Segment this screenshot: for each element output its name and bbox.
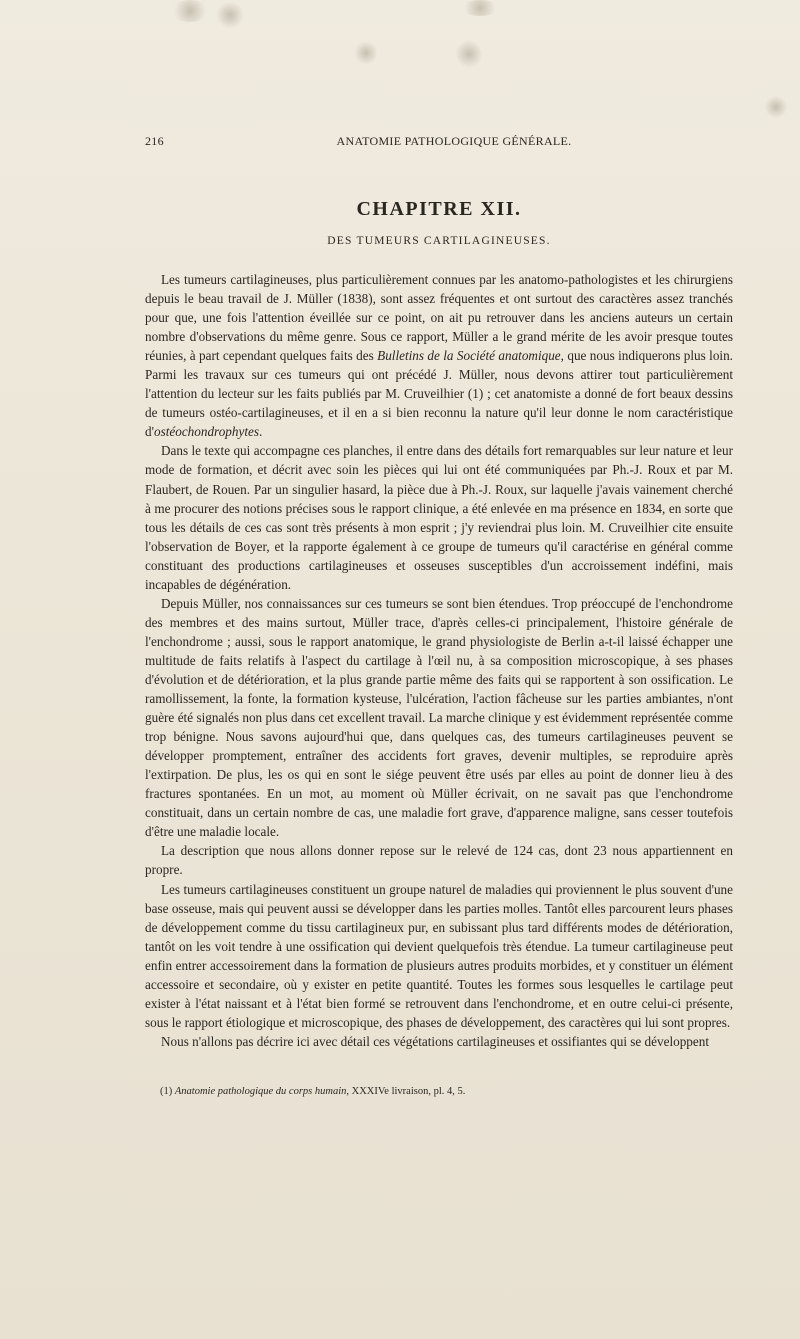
stain-mark [764,96,788,118]
paragraph: Nous n'allons pas décrire ici avec détail ces végétations cartilagineuses et ossifiantes qui se développent [161,1033,710,1049]
italic-title: Bulletins de la Société anatomique [377,348,561,364]
stain-mark [170,0,210,22]
paragraph: Les tumeurs cartilagineuses, plus particulièrement connues par les anatomo-pathologistes et les chirurgiens depuis le beau travail de J. Müller (1838), sont assez fréquentes et ont surtout des caractères assez tranchés pour que, une fois l'attention éveillée sur ce point, on ait pu retrouver dans les anciens auteurs un certain nombre d'observations du même genre. Sous ce rapport, Müller a le grand mérite de les avoir presque toutes réunies, à part cependant quelques faits des Bulletins de la Société anatomique, que nous indiquerons plus loin. Parmi les travaux sur ces tumeurs qui ont précédé J. Müller, nous devons attirer tout particulièrement l'attention du lecteur sur les faits publiés par M. Cruveilhier (1) ; cet anatomiste a donné de fort beaux dessins de tumeurs ostéo-cartilagineuses, et il en a si bien reconnu la nature qu'il leur donne le nom caractéristique d'ostéochondrophytes. [145,272,733,440]
paragraph: Les tumeurs cartilagineuses constituent un groupe naturel de maladies qui proviennent le plus souvent d'une base osseuse, mais qui peuvent aussi se développer dans les parties molles. Tantôt elles parcourent leurs phases de développement comme du tissu cartilagineux pur, en subissant plus tard différents modes de détérioration, tantôt on les voit tendre à une ossification qui devient quelquefois très étendue. La tumeur cartilagineuse peut enfin entrer accessoirement dans la formation de plusieurs autres produits morbides, et y constituer un élément accessoire et secondaire, où y exister en petite quantité. Toutes les formes sous lesquelles le cartilage peut exister à l'état naissant et à l'état bien formé se retrouvent dans l'enchondrome, et en outre celui-ci présente, sous le rapport étiologique et microscopique, des phases de développement, des caractères qui lui sont propres. [145,881,733,1030]
body-text [145,270,733,1051]
stain-mark [455,40,483,68]
chapter-subtitle: DES TUMEURS CARTILAGINEUSES. [327,235,551,247]
stain-mark [355,40,377,66]
paragraph: Depuis Müller, nos connaissances sur ces tumeurs se sont bien étendues. Trop préoccupé de l'enchondrome des membres et des mains surtout, Müller trace, d'après celles-ci principalement, l'histoire générale de l'enchondrome ; aussi, sous le rapport anatomique, le grand physiologiste de Berlin a-t-il laissé échapper une multitude de faits relatifs à l'aspect du cartilage à l'œil nu, à sa composition microscopique, à ses phases d'évolution et de détérioration, et la plus grande partie même des faits qui se rapportent à son ossification. Le ramollissement, la fonte, la formation kysteuse, l'ulcération, l'action fâcheuse sur les parties ambiantes, n'ont guère été signalés non plus dans cet excellent travail. La marche clinique y est évidemment représentée comme trop bénigne. Nous savons aujourd'hui que, dans quelques cas, des tumeurs cartilagineuses peuvent se développer promptement, entraîner des accidents fort graves, devenir multiples, se reproduire après l'extirpation. De plus, les os qui en sont le siége peuvent être usés par elles au point de donner lieu à des fractures spontanées. En un mot, au moment où Müller écrivait, on ne savait pas que l'enchondrome constituait, dans un certain nombre de cas, une maladie fort grave, d'apparence maligne, sans cesser toutefois d'être une maladie locale. [145,595,733,840]
chapter-title: CHAPITRE XII. [356,198,522,220]
stain-mark [215,2,245,28]
running-header [145,134,733,152]
italic-term: ostéochondrophytes [153,424,259,440]
paragraph: Dans le texte qui accompagne ces planches, il entre dans des détails fort remarquables sur leur nature et leur mode de formation, et décrit avec soin les pièces qui lui ont été communiquées par Ph.-J. Roux et par M. Flaubert, de Rouen. Par un singulier hasard, la pièce due à Ph.-J. Roux, sur laquelle j'avais vainement cherché à me procurer des notions précises sous le rapport clinique, a été enlevée en ma présence en 1834, en sorte que tous les détails de ces cas sont très présents à mon esprit ; j'y reviendrai plus loin. M. Cruveilhier cite ensuite l'observation de Boyer, et la rapporte également à ce groupe de tumeurs qu'il caractérise en général comme constituant des productions cartilagineuses et osseuses susceptibles d'un accroissement indéfini, mais incapables de dégénération. [145,443,733,592]
stain-mark [460,0,500,16]
footnote-title: Anatomie pathologique du corps humain [174,1086,347,1097]
paragraph: La description que nous allons donner repose sur le relevé de 124 cas, dont 23 nous appartiennent en propre. [145,843,733,878]
page-number: 216 [145,134,164,148]
running-title: ANATOMIE PATHOLOGIQUE GÉNÉRALE. [336,134,572,148]
footnote: (1) Anatomie pathologique du corps humain, XXXIVe livraison, pl. 4, 5. [160,1086,466,1097]
